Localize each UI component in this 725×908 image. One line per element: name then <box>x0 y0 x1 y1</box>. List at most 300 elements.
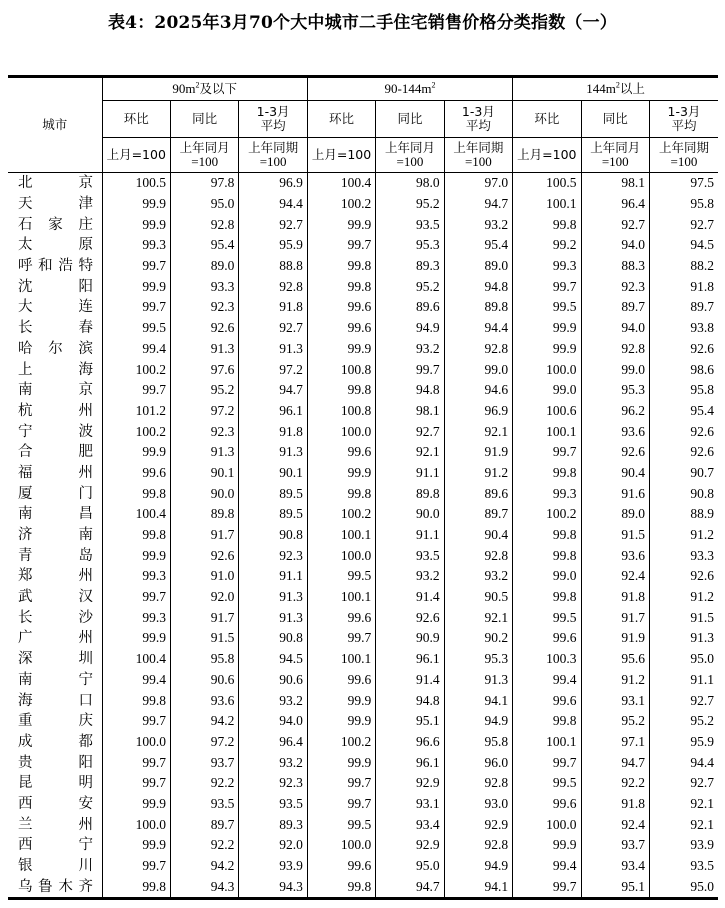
index-value: 89.3 <box>239 814 307 835</box>
yoy-base: 上年同月 =100 <box>376 138 444 173</box>
index-value: 88.2 <box>649 256 718 277</box>
index-value: 92.8 <box>239 276 307 297</box>
index-value: 95.9 <box>649 732 718 753</box>
yoy-header: 同比 <box>376 101 444 138</box>
city-name: 郑 州 <box>8 566 102 587</box>
avg-base: 上年同期 =100 <box>444 138 512 173</box>
index-value: 92.9 <box>444 814 512 835</box>
table-row <box>8 525 718 546</box>
city-name: 青 岛 <box>8 545 102 566</box>
index-value: 93.4 <box>581 856 649 877</box>
index-value: 99.6 <box>307 670 375 691</box>
table-row <box>8 214 718 235</box>
index-value: 99.6 <box>307 607 375 628</box>
index-value: 92.6 <box>581 442 649 463</box>
index-value: 89.6 <box>376 297 444 318</box>
index-value: 99.8 <box>513 587 581 608</box>
city-name: 武 汉 <box>8 587 102 608</box>
index-value: 88.3 <box>581 256 649 277</box>
index-value: 100.6 <box>513 401 581 422</box>
index-value: 100.5 <box>513 173 581 194</box>
index-value: 99.7 <box>307 628 375 649</box>
index-value: 99.9 <box>307 214 375 235</box>
index-value: 89.5 <box>239 504 307 525</box>
index-value: 92.3 <box>170 297 238 318</box>
yoy-base: 上年同月 =100 <box>170 138 238 173</box>
yoy-header: 同比 <box>581 101 649 138</box>
index-value: 95.9 <box>239 235 307 256</box>
index-value: 100.0 <box>513 359 581 380</box>
index-value: 101.2 <box>102 401 170 422</box>
index-value: 96.0 <box>444 752 512 773</box>
index-value: 93.2 <box>376 566 444 587</box>
table-row <box>8 235 718 256</box>
index-value: 91.1 <box>376 463 444 484</box>
index-value: 99.9 <box>102 276 170 297</box>
city-name: 合 肥 <box>8 442 102 463</box>
index-value: 89.8 <box>170 504 238 525</box>
index-value: 94.3 <box>239 876 307 898</box>
index-value: 100.0 <box>307 835 375 856</box>
index-value: 98.6 <box>649 359 718 380</box>
index-value: 91.7 <box>170 607 238 628</box>
city-name: 兰 州 <box>8 814 102 835</box>
index-value: 99.5 <box>513 607 581 628</box>
index-value: 99.7 <box>102 380 170 401</box>
index-value: 89.7 <box>444 504 512 525</box>
table-header <box>8 77 718 173</box>
index-value: 91.4 <box>376 670 444 691</box>
index-value: 88.9 <box>649 504 718 525</box>
index-value: 92.1 <box>649 794 718 815</box>
index-value: 91.3 <box>239 587 307 608</box>
index-value: 98.1 <box>376 401 444 422</box>
index-value: 90.0 <box>376 504 444 525</box>
index-value: 99.9 <box>513 835 581 856</box>
index-value: 94.7 <box>239 380 307 401</box>
index-value: 99.9 <box>307 711 375 732</box>
index-value: 97.1 <box>581 732 649 753</box>
table-row <box>8 483 718 504</box>
index-value: 90.8 <box>649 483 718 504</box>
index-value: 94.2 <box>170 856 238 877</box>
index-value: 90.8 <box>239 525 307 546</box>
city-name: 海 口 <box>8 690 102 711</box>
index-value: 92.7 <box>376 421 444 442</box>
index-value: 90.8 <box>239 628 307 649</box>
index-value: 91.3 <box>239 442 307 463</box>
index-value: 99.8 <box>307 380 375 401</box>
index-value: 95.0 <box>170 194 238 215</box>
index-value: 99.7 <box>102 752 170 773</box>
index-value: 93.5 <box>376 214 444 235</box>
table-row <box>8 587 718 608</box>
index-value: 99.0 <box>444 359 512 380</box>
index-value: 95.3 <box>376 235 444 256</box>
index-value: 96.4 <box>239 732 307 753</box>
index-value: 92.9 <box>376 773 444 794</box>
city-name: 太 原 <box>8 235 102 256</box>
index-value: 89.5 <box>239 483 307 504</box>
index-value: 89.0 <box>581 504 649 525</box>
index-value: 94.7 <box>581 752 649 773</box>
index-value: 97.6 <box>170 359 238 380</box>
table-row <box>8 421 718 442</box>
city-name: 上 海 <box>8 359 102 380</box>
index-value: 90.5 <box>444 587 512 608</box>
index-value: 91.3 <box>239 339 307 360</box>
index-value: 100.1 <box>307 649 375 670</box>
index-value: 100.1 <box>307 587 375 608</box>
city-name: 乌鲁木齐 <box>8 876 102 898</box>
index-value: 92.1 <box>444 421 512 442</box>
index-value: 93.2 <box>376 339 444 360</box>
table-title: 表4：2025年3月70个大中城市二手住宅销售价格分类指数（一） <box>107 13 618 33</box>
index-value: 99.3 <box>513 256 581 277</box>
index-value: 99.7 <box>102 711 170 732</box>
yoy-header: 同比 <box>170 101 238 138</box>
index-value: 96.1 <box>239 401 307 422</box>
table-row <box>8 835 718 856</box>
index-value: 99.9 <box>102 214 170 235</box>
table-row <box>8 856 718 877</box>
index-value: 95.2 <box>376 276 444 297</box>
avg-base: 上年同期 =100 <box>239 138 307 173</box>
group-header-90-144: $90-144m^2$ <box>307 77 512 101</box>
index-value: 97.5 <box>649 173 718 194</box>
mom-header: 环比 <box>513 101 581 138</box>
index-value: 89.0 <box>170 256 238 277</box>
index-value: 93.7 <box>170 752 238 773</box>
index-value: 99.5 <box>513 773 581 794</box>
index-value: 90.6 <box>170 670 238 691</box>
index-value: 97.0 <box>444 173 512 194</box>
index-value: 99.9 <box>307 339 375 360</box>
index-value: 93.2 <box>444 214 512 235</box>
index-value: 91.8 <box>239 421 307 442</box>
index-value: 94.5 <box>649 235 718 256</box>
index-value: 99.9 <box>102 628 170 649</box>
index-value: 99.9 <box>102 835 170 856</box>
index-value: 95.2 <box>170 380 238 401</box>
index-value: 92.2 <box>170 835 238 856</box>
city-name: 成 都 <box>8 732 102 753</box>
index-value: 93.6 <box>581 545 649 566</box>
index-value: 100.2 <box>513 504 581 525</box>
index-value: 91.3 <box>444 670 512 691</box>
table-row <box>8 773 718 794</box>
table-row <box>8 628 718 649</box>
index-value: 91.8 <box>581 587 649 608</box>
index-value: 91.9 <box>444 442 512 463</box>
table-body <box>8 173 718 899</box>
index-value: 91.0 <box>170 566 238 587</box>
index-value: 93.9 <box>239 856 307 877</box>
index-value: 99.3 <box>513 483 581 504</box>
index-value: 92.1 <box>376 442 444 463</box>
index-value: 99.8 <box>307 483 375 504</box>
index-value: 100.5 <box>102 173 170 194</box>
index-value: 99.5 <box>307 566 375 587</box>
table-row <box>8 752 718 773</box>
index-value: 99.8 <box>102 876 170 898</box>
city-name: 昆 明 <box>8 773 102 794</box>
index-value: 92.7 <box>649 690 718 711</box>
index-value: 99.6 <box>513 690 581 711</box>
index-value: 95.8 <box>649 380 718 401</box>
city-name: 济 南 <box>8 525 102 546</box>
city-name: 南 京 <box>8 380 102 401</box>
index-value: 99.7 <box>102 587 170 608</box>
table-row <box>8 711 718 732</box>
table-row <box>8 876 718 898</box>
index-value: 92.8 <box>444 545 512 566</box>
table-row <box>8 276 718 297</box>
index-value: 92.6 <box>170 318 238 339</box>
index-value: 99.8 <box>513 463 581 484</box>
index-value: 99.6 <box>307 297 375 318</box>
city-name: 沈 阳 <box>8 276 102 297</box>
index-value: 95.2 <box>376 194 444 215</box>
city-name: 南 宁 <box>8 670 102 691</box>
index-value: 97.2 <box>170 732 238 753</box>
index-value: 92.4 <box>581 566 649 587</box>
index-value: 91.5 <box>581 525 649 546</box>
index-value: 91.2 <box>649 587 718 608</box>
index-value: 99.9 <box>513 339 581 360</box>
index-value: 99.4 <box>102 339 170 360</box>
index-value: 99.4 <box>513 856 581 877</box>
index-value: 100.8 <box>307 359 375 380</box>
index-value: 95.3 <box>581 380 649 401</box>
mom-base: 上月=100 <box>307 138 375 173</box>
index-value: 91.1 <box>239 566 307 587</box>
city-column-header: 城市 <box>8 77 102 173</box>
index-value: 99.7 <box>513 752 581 773</box>
index-value: 91.3 <box>649 628 718 649</box>
index-value: 89.3 <box>376 256 444 277</box>
index-value: 92.9 <box>376 835 444 856</box>
city-name: 重 庆 <box>8 711 102 732</box>
index-value: 92.6 <box>649 339 718 360</box>
index-value: 91.8 <box>239 297 307 318</box>
index-value: 92.7 <box>649 214 718 235</box>
index-value: 93.3 <box>170 276 238 297</box>
index-value: 94.8 <box>444 276 512 297</box>
index-value: 96.9 <box>239 173 307 194</box>
index-value: 90.1 <box>239 463 307 484</box>
index-value: 95.6 <box>581 649 649 670</box>
group-header-90-and-below: $90m^2$及以下 <box>102 77 307 101</box>
index-value: 100.4 <box>307 173 375 194</box>
index-value: 99.7 <box>102 773 170 794</box>
city-name: 深 圳 <box>8 649 102 670</box>
index-value: 92.2 <box>170 773 238 794</box>
index-value: 99.7 <box>307 235 375 256</box>
index-value: 94.3 <box>170 876 238 898</box>
avg-header: 1-3月 平均 <box>239 101 307 138</box>
city-name: 哈 尔 滨 <box>8 339 102 360</box>
index-value: 92.6 <box>376 607 444 628</box>
index-value: 91.8 <box>581 794 649 815</box>
index-value: 99.8 <box>307 256 375 277</box>
index-value: 100.3 <box>513 649 581 670</box>
index-value: 95.4 <box>649 401 718 422</box>
city-name: 西 安 <box>8 794 102 815</box>
base-row <box>8 138 718 173</box>
table-row <box>8 814 718 835</box>
city-name: 长 春 <box>8 318 102 339</box>
city-name: 石 家 庄 <box>8 214 102 235</box>
index-value: 99.8 <box>102 483 170 504</box>
index-value: 89.0 <box>444 256 512 277</box>
index-value: 97.2 <box>239 359 307 380</box>
index-value: 94.9 <box>444 711 512 732</box>
index-value: 94.7 <box>376 876 444 898</box>
index-value: 94.7 <box>444 194 512 215</box>
index-value: 94.4 <box>649 752 718 773</box>
index-value: 92.4 <box>581 814 649 835</box>
index-value: 94.8 <box>376 690 444 711</box>
index-value: 91.5 <box>170 628 238 649</box>
group-header-row <box>8 77 718 101</box>
mom-base: 上月=100 <box>102 138 170 173</box>
index-value: 90.9 <box>376 628 444 649</box>
city-name: 杭 州 <box>8 401 102 422</box>
index-value: 100.1 <box>513 732 581 753</box>
index-value: 93.1 <box>581 690 649 711</box>
city-name: 厦 门 <box>8 483 102 504</box>
index-value: 96.9 <box>444 401 512 422</box>
index-value: 96.6 <box>376 732 444 753</box>
index-value: 95.8 <box>649 194 718 215</box>
index-value: 99.8 <box>307 876 375 898</box>
index-value: 92.8 <box>444 339 512 360</box>
index-value: 89.8 <box>444 297 512 318</box>
index-value: 92.0 <box>170 587 238 608</box>
index-value: 99.9 <box>307 752 375 773</box>
index-value: 97.2 <box>170 401 238 422</box>
index-value: 99.5 <box>513 297 581 318</box>
index-value: 95.4 <box>170 235 238 256</box>
index-value: 95.0 <box>376 856 444 877</box>
city-name: 南 昌 <box>8 504 102 525</box>
index-value: 92.7 <box>649 773 718 794</box>
table-row <box>8 194 718 215</box>
index-value: 99.6 <box>307 442 375 463</box>
index-value: 99.7 <box>307 773 375 794</box>
index-value: 94.0 <box>581 318 649 339</box>
mom-header: 环比 <box>102 101 170 138</box>
city-name: 西 宁 <box>8 835 102 856</box>
table-row <box>8 545 718 566</box>
index-value: 92.7 <box>239 214 307 235</box>
index-value: 99.9 <box>307 690 375 711</box>
index-value: 94.1 <box>444 876 512 898</box>
index-value: 92.3 <box>239 773 307 794</box>
index-value: 99.6 <box>513 628 581 649</box>
index-value: 93.7 <box>581 835 649 856</box>
index-value: 99.8 <box>102 690 170 711</box>
table-row <box>8 318 718 339</box>
city-name: 银 川 <box>8 856 102 877</box>
index-value: 99.9 <box>102 794 170 815</box>
index-value: 91.7 <box>170 525 238 546</box>
index-value: 93.2 <box>444 566 512 587</box>
index-value: 99.7 <box>513 876 581 898</box>
index-value: 91.6 <box>581 483 649 504</box>
index-value: 99.2 <box>513 235 581 256</box>
city-name: 广 州 <box>8 628 102 649</box>
index-value: 99.3 <box>102 607 170 628</box>
index-value: 92.1 <box>649 814 718 835</box>
index-value: 93.2 <box>239 752 307 773</box>
index-value: 97.8 <box>170 173 238 194</box>
index-value: 93.9 <box>649 835 718 856</box>
city-name: 大 连 <box>8 297 102 318</box>
index-value: 91.3 <box>239 607 307 628</box>
index-value: 99.9 <box>513 318 581 339</box>
city-name: 北 京 <box>8 173 102 194</box>
index-value: 91.2 <box>649 525 718 546</box>
index-value: 94.0 <box>581 235 649 256</box>
table-row <box>8 690 718 711</box>
index-value: 89.7 <box>649 297 718 318</box>
city-name: 宁 波 <box>8 421 102 442</box>
index-value: 99.7 <box>102 856 170 877</box>
index-value: 100.2 <box>102 359 170 380</box>
index-value: 92.2 <box>581 773 649 794</box>
index-value: 99.8 <box>513 214 581 235</box>
index-value: 99.7 <box>513 276 581 297</box>
index-value: 92.0 <box>239 835 307 856</box>
index-value: 95.2 <box>581 711 649 732</box>
price-index-table <box>8 75 718 900</box>
index-value: 99.8 <box>513 545 581 566</box>
index-value: 100.2 <box>307 194 375 215</box>
index-value: 90.4 <box>581 463 649 484</box>
index-value: 92.7 <box>581 214 649 235</box>
index-value: 91.4 <box>376 587 444 608</box>
index-value: 95.1 <box>376 711 444 732</box>
index-value: 90.7 <box>649 463 718 484</box>
index-value: 100.2 <box>307 504 375 525</box>
index-value: 99.4 <box>513 670 581 691</box>
index-value: 100.0 <box>513 814 581 835</box>
index-value: 99.5 <box>102 318 170 339</box>
index-value: 99.8 <box>513 525 581 546</box>
table-row <box>8 401 718 422</box>
index-value: 93.5 <box>170 794 238 815</box>
index-value: 95.8 <box>444 732 512 753</box>
index-value: 91.1 <box>376 525 444 546</box>
index-value: 100.1 <box>513 194 581 215</box>
mom-header: 环比 <box>307 101 375 138</box>
index-value: 93.0 <box>444 794 512 815</box>
index-value: 99.8 <box>102 525 170 546</box>
index-value: 100.0 <box>307 545 375 566</box>
index-value: 94.9 <box>376 318 444 339</box>
table-row <box>8 504 718 525</box>
index-value: 90.4 <box>444 525 512 546</box>
index-value: 88.8 <box>239 256 307 277</box>
index-value: 99.5 <box>307 814 375 835</box>
index-value: 92.3 <box>239 545 307 566</box>
index-value: 91.2 <box>444 463 512 484</box>
city-name: 长 沙 <box>8 607 102 628</box>
city-name: 贵 阳 <box>8 752 102 773</box>
index-value: 95.0 <box>649 876 718 898</box>
